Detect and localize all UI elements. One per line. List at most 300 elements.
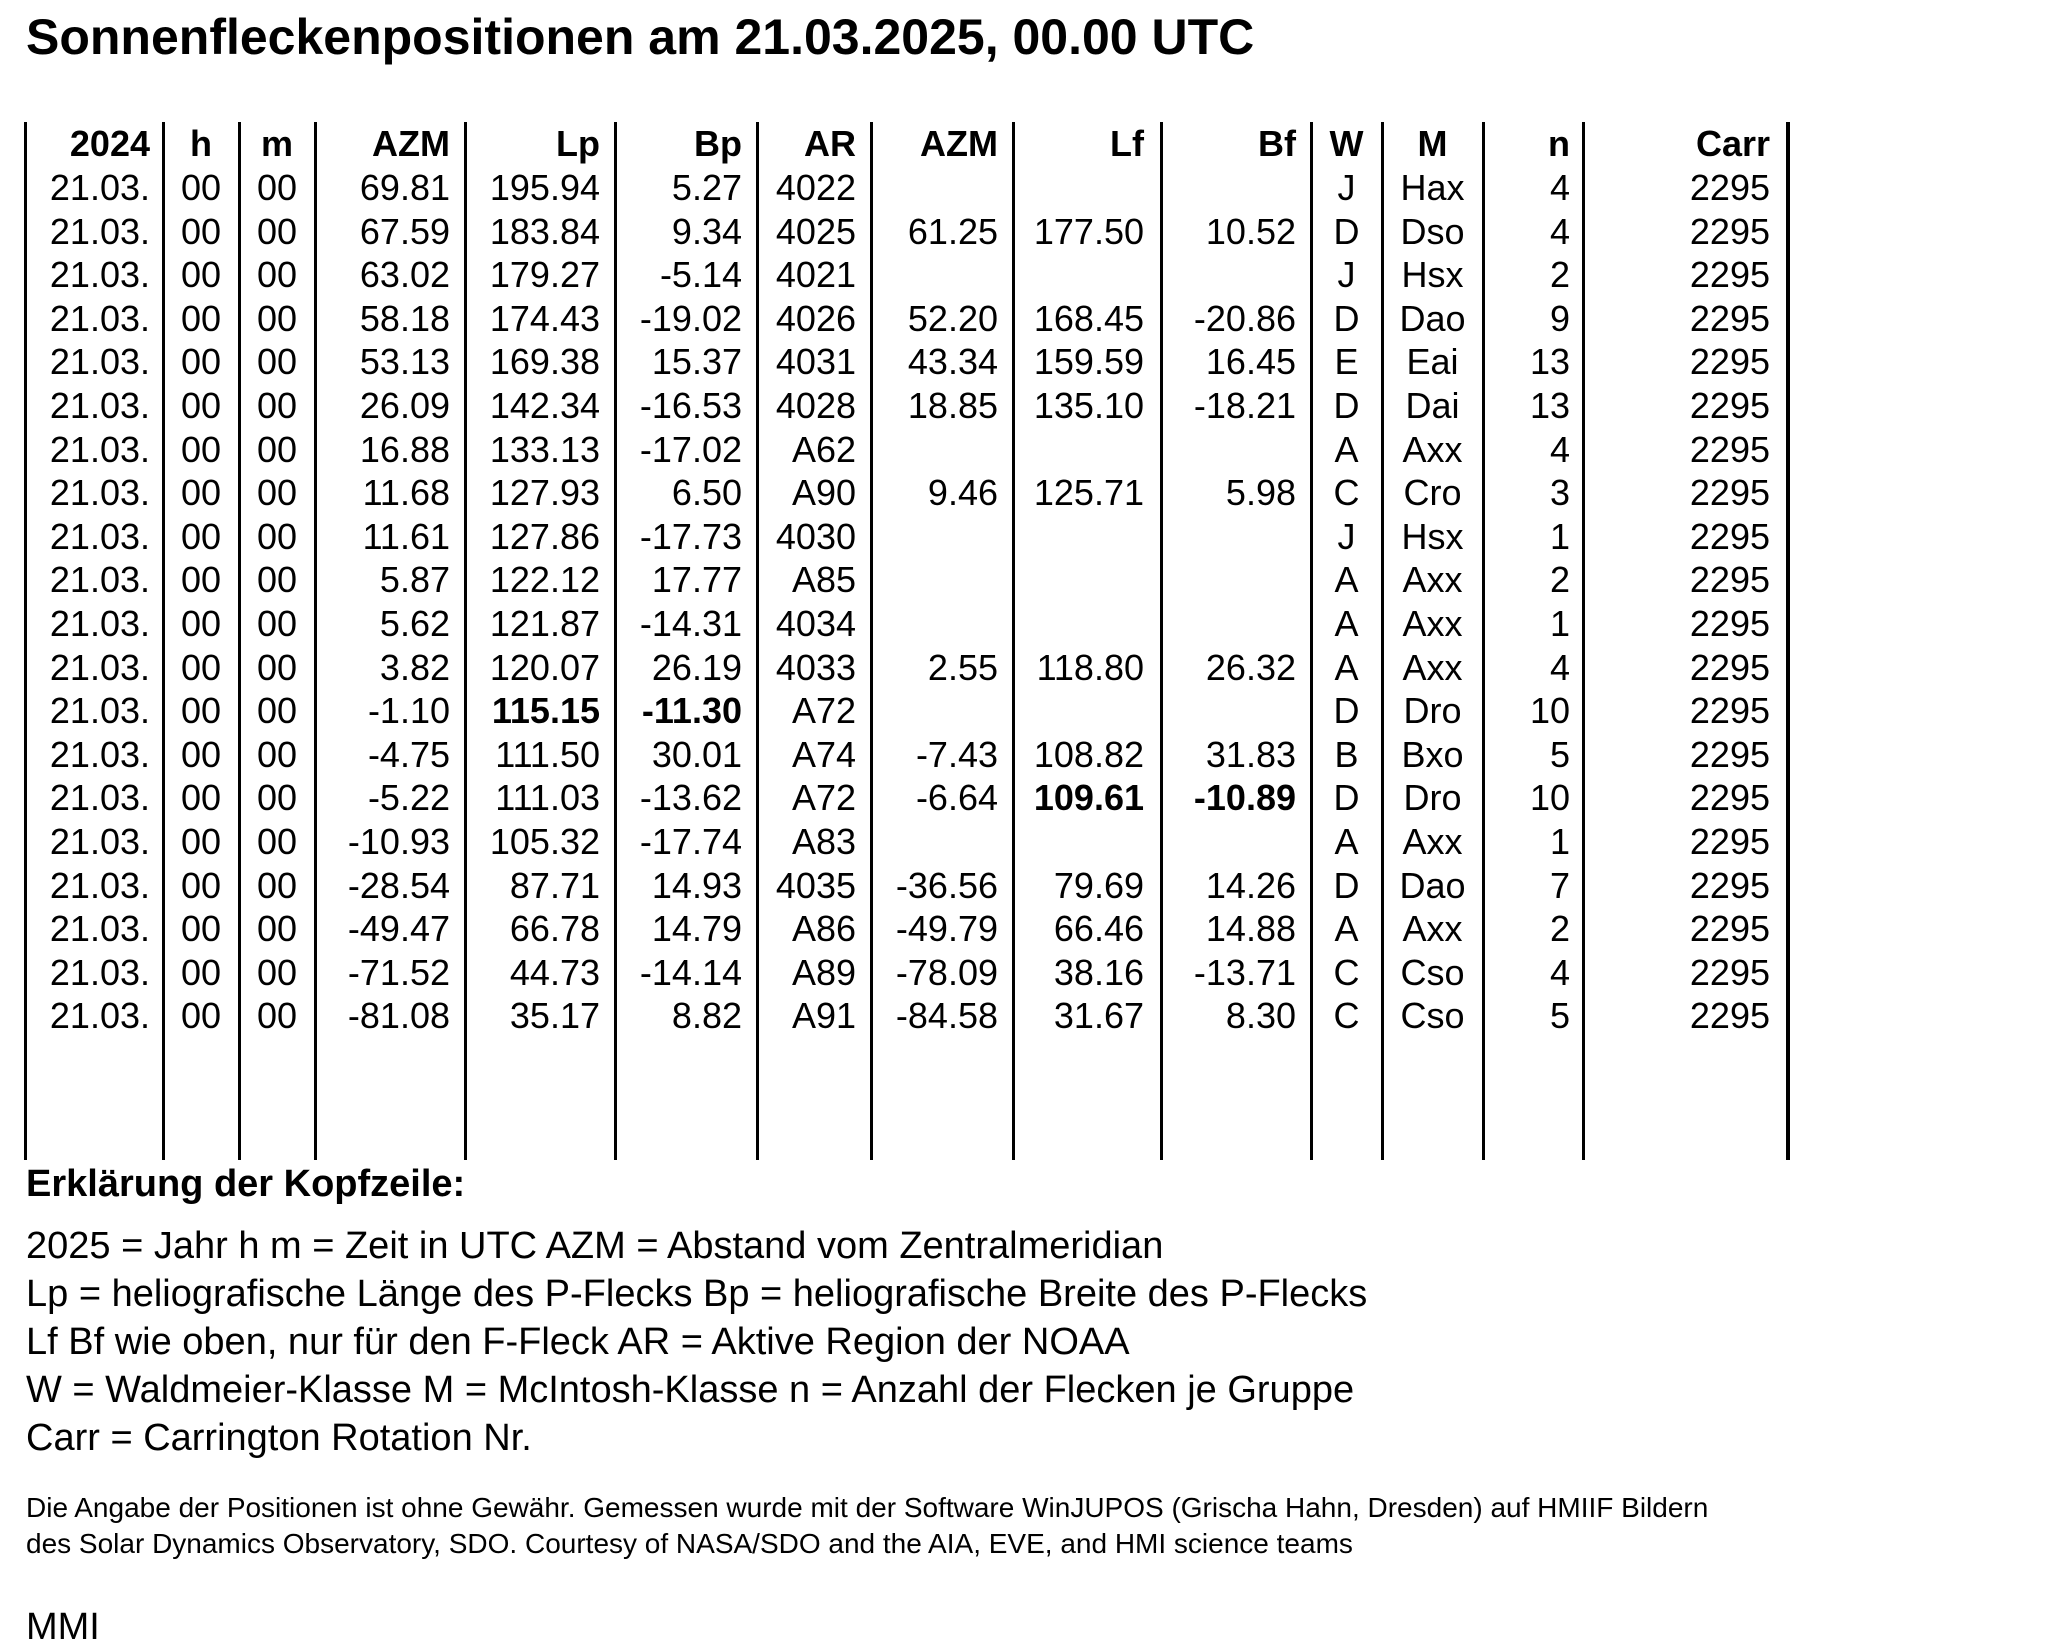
table-cell: 9.34 — [671, 210, 742, 252]
table-cell: 5 — [1549, 995, 1570, 1037]
table-cell: 4 — [1549, 167, 1570, 208]
table-cell: 183.84 — [489, 210, 600, 252]
table-cell: 43.34 — [907, 341, 998, 383]
table-cell: 21.03. — [49, 690, 150, 732]
table-cell: -17.73 — [639, 515, 742, 557]
table-cell: Dro — [1403, 777, 1462, 819]
table-cell: A — [1334, 428, 1359, 470]
table-cell: 2.55 — [927, 646, 998, 688]
table-cell: Dai — [1405, 385, 1460, 426]
table-cell: A85 — [791, 559, 856, 601]
table-cell: 21.03. — [49, 167, 150, 208]
table-cell: 00 — [256, 428, 298, 470]
table-column-divider — [1582, 122, 1585, 1160]
table-cell: 2295 — [1689, 515, 1770, 557]
table-cell: A — [1334, 821, 1359, 862]
table-cell — [1016, 515, 1144, 559]
table-cell: 00 — [180, 777, 222, 819]
table-cell — [1016, 166, 1144, 210]
column-header: n — [1548, 123, 1570, 164]
table-cell: 21.03. — [49, 908, 150, 950]
table-cell: 00 — [256, 167, 298, 208]
table-cell — [1016, 820, 1144, 864]
table-cell: A — [1334, 603, 1359, 644]
table-cell: 18.85 — [907, 385, 998, 426]
table-cell: -49.79 — [895, 908, 998, 950]
table-cell: 2295 — [1689, 951, 1770, 993]
table-cell: 5.62 — [379, 603, 450, 644]
table-cell: 5.98 — [1225, 472, 1296, 514]
table-cell: 00 — [256, 908, 298, 950]
table-cell: 44.73 — [509, 951, 600, 993]
table-cell: 00 — [180, 864, 222, 906]
legend-line: Lf Bf wie oben, nur für den F-Fleck AR = Aktive Region der NOAA — [26, 1321, 1130, 1363]
table-column-divider — [1160, 122, 1163, 1160]
table-cell: -13.71 — [1193, 951, 1296, 993]
table-cell: 2295 — [1689, 908, 1770, 950]
table-cell: 31.83 — [1205, 733, 1296, 775]
table-cell: 00 — [180, 559, 222, 601]
table-cell: 1 — [1549, 515, 1570, 557]
table-cell: A72 — [791, 777, 856, 819]
table-cell: 00 — [180, 167, 222, 208]
table-cell: 4026 — [775, 297, 856, 339]
table-cell: 21.03. — [49, 646, 150, 688]
table-cell: A — [1334, 646, 1359, 688]
table-cell: 2295 — [1689, 472, 1770, 514]
table-cell: 00 — [256, 821, 298, 862]
table-cell: -84.58 — [895, 995, 998, 1037]
table-cell: 69.81 — [359, 167, 450, 208]
table-cell: 00 — [180, 254, 222, 296]
disclaimer-line: Die Angabe der Positionen ist ohne Gewähr. Gemessen wurde mit der Software WinJUPOS (Grischa Hahn, Dresden) auf HMIIF Bildern — [26, 1492, 1709, 1523]
column-header: AZM — [372, 123, 450, 164]
table-cell: 16.88 — [359, 428, 450, 470]
table-cell: 21.03. — [49, 951, 150, 993]
table-cell: 00 — [180, 646, 222, 688]
table-cell: D — [1333, 210, 1360, 252]
table-cell: -28.54 — [347, 864, 450, 906]
table-cell: 00 — [180, 515, 222, 557]
table-cell: -10.89 — [1193, 777, 1296, 819]
table-cell: C — [1333, 472, 1360, 514]
table-cell: Hax — [1400, 167, 1465, 208]
table-cell: 2295 — [1689, 690, 1770, 732]
table-cell: 6.50 — [671, 472, 742, 514]
table-cell: 2295 — [1689, 210, 1770, 252]
table-cell: 4034 — [775, 603, 856, 644]
table-cell: B — [1334, 733, 1359, 775]
table-cell: 2295 — [1689, 341, 1770, 383]
table-cell: -14.14 — [639, 951, 742, 993]
table-cell: 2295 — [1689, 603, 1770, 644]
table-cell: 21.03. — [49, 515, 150, 557]
table-cell: 53.13 — [359, 341, 450, 383]
table-cell: 00 — [180, 733, 222, 775]
table-cell — [1164, 602, 1296, 646]
column-header: AR — [804, 123, 856, 164]
table-cell: J — [1337, 167, 1356, 208]
page-title: Sonnenfleckenpositionen am 21.03.2025, 00.00 UTC — [26, 9, 1255, 65]
table-cell: 21.03. — [49, 428, 150, 470]
table-cell: 2295 — [1689, 777, 1770, 819]
table-cell: 111.03 — [495, 777, 600, 819]
table-cell: -81.08 — [347, 995, 450, 1037]
table-cell: 7 — [1549, 864, 1570, 906]
table-cell: 00 — [256, 603, 298, 644]
table-cell: 4030 — [775, 515, 856, 557]
table-cell — [1016, 558, 1144, 602]
table-cell: 00 — [256, 341, 298, 383]
table-cell: 00 — [180, 341, 222, 383]
disclaimer-line: des Solar Dynamics Observatory, SDO. Courtesy of NASA/SDO and the AIA, EVE, and HMI science teams — [26, 1528, 1353, 1559]
column-header: Lf — [1110, 123, 1144, 164]
table-cell: 5.27 — [671, 167, 742, 208]
table-cell: A86 — [791, 908, 856, 950]
table-cell: C — [1333, 995, 1360, 1037]
table-cell: 5 — [1549, 733, 1570, 775]
table-cell: -10.93 — [347, 821, 450, 862]
table-cell: 00 — [180, 951, 222, 993]
table-cell: 2295 — [1689, 559, 1770, 601]
table-cell: Cso — [1400, 951, 1465, 993]
table-cell — [1164, 689, 1296, 733]
table-cell: 2295 — [1689, 733, 1770, 775]
table-cell: 00 — [180, 428, 222, 470]
column-header: M — [1417, 123, 1448, 164]
table-cell: 111.50 — [495, 733, 600, 775]
table-cell: 4021 — [775, 254, 856, 296]
table-cell — [1016, 689, 1144, 733]
table-cell: 21.03. — [49, 995, 150, 1037]
table-cell: 14.79 — [651, 908, 742, 950]
table-cell: 5.87 — [379, 559, 450, 601]
table-cell: 2295 — [1689, 995, 1770, 1037]
table-cell: A — [1334, 559, 1359, 601]
table-cell: 00 — [180, 210, 222, 252]
table-cell: -5.22 — [367, 777, 450, 819]
table-cell: 169.38 — [489, 341, 600, 383]
table-cell: 179.27 — [489, 254, 600, 296]
table-cell: Dao — [1399, 864, 1466, 906]
table-cell: 21.03. — [49, 864, 150, 906]
table-cell: 21.03. — [49, 472, 150, 514]
table-cell: D — [1333, 297, 1360, 339]
table-cell: 21.03. — [49, 254, 150, 296]
legend-title: Erklärung der Kopfzeile: — [26, 1163, 466, 1205]
table-cell: 3 — [1549, 472, 1570, 514]
table-cell — [874, 166, 998, 210]
table-cell: 00 — [180, 297, 222, 339]
table-cell: 17.77 — [651, 559, 742, 601]
table-cell: 11.61 — [362, 515, 450, 557]
table-column-divider — [464, 122, 467, 1160]
table-cell: -11.30 — [641, 690, 742, 732]
table-column-divider — [314, 122, 317, 1160]
table-cell: -18.21 — [1193, 385, 1296, 426]
table-cell: 66.78 — [509, 908, 600, 950]
table-column-divider — [24, 122, 27, 1160]
table-cell: -16.53 — [639, 385, 742, 426]
table-cell: -49.47 — [347, 908, 450, 950]
table-cell: D — [1333, 864, 1360, 906]
table-cell: 00 — [256, 951, 298, 993]
table-cell: -20.86 — [1193, 297, 1296, 339]
table-column-divider — [1786, 122, 1790, 1160]
table-cell: 21.03. — [49, 341, 150, 383]
table-cell: 21.03. — [49, 777, 150, 819]
table-cell: E — [1334, 341, 1359, 383]
table-cell: -6.64 — [915, 777, 998, 819]
table-cell: 67.59 — [359, 210, 450, 252]
table-cell: 2295 — [1689, 428, 1770, 470]
table-cell: 8.30 — [1225, 995, 1296, 1037]
table-cell — [1164, 820, 1296, 864]
column-header: W — [1329, 123, 1364, 164]
table-cell: 00 — [180, 995, 222, 1037]
table-cell: Axx — [1402, 559, 1463, 601]
table-cell: 3.82 — [379, 646, 450, 688]
table-cell: 16.45 — [1205, 341, 1296, 383]
table-cell: -13.62 — [639, 777, 742, 819]
table-cell: -36.56 — [895, 864, 998, 906]
table-cell: 00 — [256, 864, 298, 906]
table-cell: 00 — [256, 254, 298, 296]
table-cell: 2295 — [1689, 167, 1770, 208]
table-cell: 133.13 — [489, 428, 600, 470]
table-cell — [1164, 558, 1296, 602]
table-cell: 4022 — [775, 167, 856, 208]
table-cell: 4 — [1549, 210, 1570, 252]
table-cell — [874, 820, 998, 864]
table-cell: Dro — [1403, 690, 1462, 732]
table-cell: 21.03. — [49, 210, 150, 252]
table-cell: 87.71 — [509, 864, 600, 906]
table-column-divider — [1381, 122, 1384, 1160]
table-cell: 105.32 — [489, 821, 600, 862]
table-cell: 13 — [1529, 341, 1570, 383]
table-cell — [1016, 428, 1144, 472]
table-cell: D — [1333, 690, 1360, 732]
column-header: Carr — [1695, 123, 1770, 164]
table-cell: 108.82 — [1033, 733, 1144, 775]
table-cell: Axx — [1402, 821, 1463, 862]
table-cell: C — [1333, 951, 1360, 993]
column-header: h — [190, 123, 212, 164]
table-cell: 00 — [256, 646, 298, 688]
table-cell: -1.10 — [367, 690, 450, 732]
table-cell: 4025 — [775, 210, 856, 252]
table-cell: 00 — [256, 297, 298, 339]
table-cell: J — [1337, 515, 1356, 557]
table-cell: A72 — [791, 690, 856, 732]
table-cell: 120.07 — [489, 646, 600, 688]
table-cell: 00 — [256, 690, 298, 732]
table-cell: Hsx — [1401, 254, 1464, 296]
table-cell: A74 — [791, 733, 856, 775]
table-cell: 79.69 — [1053, 864, 1144, 906]
table-cell: 21.03. — [49, 821, 150, 862]
table-cell: Cro — [1403, 472, 1462, 514]
table-cell: Axx — [1402, 908, 1463, 950]
table-cell — [1164, 253, 1296, 297]
table-cell: -5.14 — [659, 254, 742, 296]
column-header: AZM — [920, 123, 998, 164]
table-cell: 4 — [1549, 428, 1570, 470]
table-column-divider — [1482, 122, 1485, 1160]
table-column-divider — [1012, 122, 1015, 1160]
table-cell: 2295 — [1689, 821, 1770, 862]
table-cell: -17.02 — [639, 428, 742, 470]
table-cell: 21.03. — [49, 733, 150, 775]
table-cell: -14.31 — [639, 603, 742, 644]
table-cell: Hsx — [1401, 515, 1464, 557]
table-cell: 00 — [256, 385, 298, 426]
table-cell: 10.52 — [1205, 210, 1296, 252]
table-cell: 14.26 — [1205, 864, 1296, 906]
table-cell: 58.18 — [359, 297, 450, 339]
table-cell: D — [1333, 385, 1360, 426]
table-cell: 2295 — [1689, 297, 1770, 339]
table-cell: 168.45 — [1033, 297, 1144, 339]
table-cell: 174.43 — [489, 297, 600, 339]
table-cell: Cso — [1400, 995, 1465, 1037]
table-cell: 21.03. — [49, 297, 150, 339]
table-cell: Dao — [1399, 297, 1466, 339]
table-cell: 21.03. — [49, 603, 150, 644]
table-cell: 2295 — [1689, 385, 1770, 426]
table-cell — [874, 689, 998, 733]
table-cell: 127.86 — [489, 515, 600, 557]
table-cell: 8.82 — [671, 995, 742, 1037]
table-cell: Bxo — [1401, 733, 1464, 775]
table-cell: 00 — [256, 777, 298, 819]
table-cell — [874, 428, 998, 472]
table-cell: 00 — [256, 515, 298, 557]
table-column-divider — [870, 122, 873, 1160]
table-cell: 4 — [1549, 951, 1570, 993]
table-cell: 31.67 — [1053, 995, 1144, 1037]
table-cell: 13 — [1529, 385, 1570, 426]
table-cell: Axx — [1402, 428, 1463, 470]
table-cell: 00 — [180, 603, 222, 644]
table-cell: 125.71 — [1033, 472, 1144, 514]
table-cell: 10 — [1529, 777, 1570, 819]
table-cell: -19.02 — [639, 297, 742, 339]
table-cell: 115.15 — [491, 690, 600, 732]
legend-line: Carr = Carrington Rotation Nr. — [26, 1417, 532, 1459]
table-cell: 142.34 — [489, 385, 600, 426]
table-cell: Eai — [1406, 341, 1459, 383]
table-cell: A89 — [791, 951, 856, 993]
table-cell: D — [1333, 777, 1360, 819]
table-cell: 127.93 — [489, 472, 600, 514]
table-cell: 2 — [1549, 908, 1570, 950]
table-cell: A91 — [791, 995, 856, 1037]
table-cell: 2 — [1549, 254, 1570, 296]
column-header: Lp — [556, 123, 600, 164]
table-cell: A83 — [791, 821, 856, 862]
legend-line: W = Waldmeier-Klasse M = McIntosh-Klasse n = Anzahl der Flecken je Gruppe — [26, 1369, 1355, 1411]
table-column-divider — [614, 122, 617, 1160]
table-cell: 11.68 — [362, 472, 450, 514]
table-column-divider — [1310, 122, 1313, 1160]
table-cell: -4.75 — [367, 733, 450, 775]
table-cell: 00 — [180, 472, 222, 514]
table-cell: 4033 — [775, 646, 856, 688]
table-cell: -71.52 — [347, 951, 450, 993]
table-cell: 121.87 — [489, 603, 600, 644]
table-cell: 00 — [256, 995, 298, 1037]
table-cell: Axx — [1402, 603, 1463, 644]
table-cell: A — [1334, 908, 1359, 950]
table-cell: 00 — [256, 559, 298, 601]
table-cell: 2295 — [1689, 864, 1770, 906]
table-cell: 61.25 — [907, 210, 998, 252]
table-cell: 4031 — [775, 341, 856, 383]
table-cell — [1164, 428, 1296, 472]
table-cell — [874, 253, 998, 297]
table-cell: 00 — [256, 472, 298, 514]
table-cell — [874, 558, 998, 602]
table-cell: 15.37 — [651, 341, 742, 383]
table-cell: 1 — [1549, 603, 1570, 644]
table-cell — [1164, 515, 1296, 559]
table-cell: 195.94 — [489, 167, 600, 208]
table-cell: 00 — [180, 821, 222, 862]
table-cell — [1016, 253, 1144, 297]
column-header: m — [260, 123, 293, 164]
table-cell: -78.09 — [895, 951, 998, 993]
table-cell: 122.12 — [489, 559, 600, 601]
table-cell: 14.93 — [651, 864, 742, 906]
table-column-divider — [238, 122, 241, 1160]
legend-line: Lp = heliografische Länge des P-Flecks Bp = heliografische Breite des P-Flecks — [26, 1273, 1368, 1315]
table-cell: 26.19 — [651, 646, 742, 688]
author-signature: MMI — [26, 1606, 100, 1648]
legend-line: 2025 = Jahr h m = Zeit in UTC AZM = Abstand vom Zentralmeridian — [26, 1225, 1164, 1267]
table-cell: 66.46 — [1053, 908, 1144, 950]
table-cell: 118.80 — [1036, 646, 1144, 688]
table-cell: 00 — [180, 690, 222, 732]
table-cell — [1164, 166, 1296, 210]
table-cell: 109.61 — [1033, 777, 1144, 819]
table-cell: 1 — [1549, 821, 1570, 862]
table-cell: 177.50 — [1033, 210, 1144, 252]
table-cell: 35.17 — [509, 995, 600, 1037]
table-column-divider — [756, 122, 759, 1160]
table-column-divider — [162, 122, 165, 1160]
table-cell: 9.46 — [927, 472, 998, 514]
table-cell: 14.88 — [1205, 908, 1296, 950]
table-cell: 00 — [180, 385, 222, 426]
table-cell: 4035 — [775, 864, 856, 906]
table-cell: 00 — [256, 733, 298, 775]
table-cell: -7.43 — [915, 733, 998, 775]
table-cell: 26.09 — [359, 385, 450, 426]
table-cell: 63.02 — [359, 254, 450, 296]
table-cell: A90 — [791, 472, 856, 514]
table-cell: A62 — [791, 428, 856, 470]
table-cell: 38.16 — [1053, 951, 1144, 993]
table-cell: Dso — [1400, 210, 1465, 252]
table-cell: J — [1337, 254, 1356, 296]
table-cell: Axx — [1402, 646, 1463, 688]
table-cell: 2 — [1549, 559, 1570, 601]
table-cell: 10 — [1529, 690, 1570, 732]
table-cell: 00 — [180, 908, 222, 950]
column-header: Bp — [694, 123, 742, 164]
